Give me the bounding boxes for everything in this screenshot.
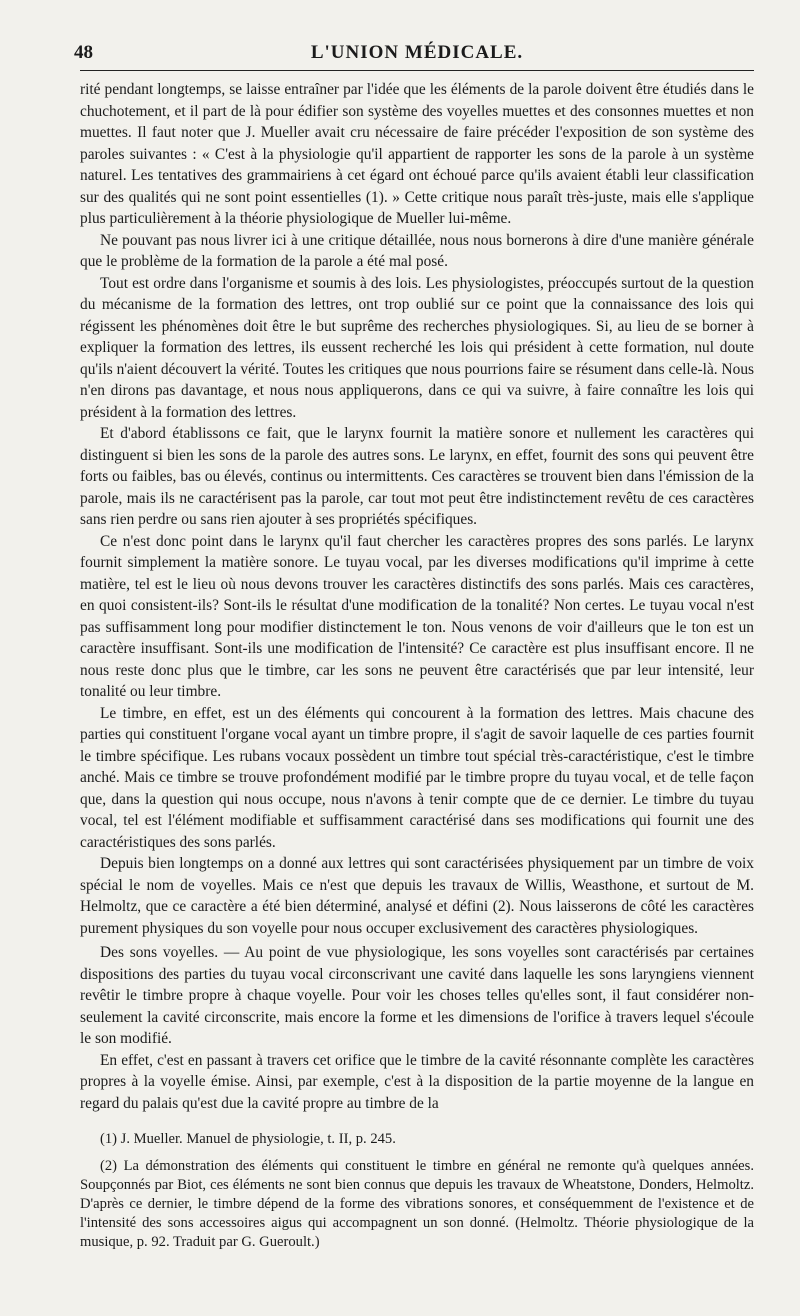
- paragraph: Ne pouvant pas nous livrer ici à une critique détaillée, nous nous bornerons à dire d'une manière générale que le problème de la formation de la parole a été mal posé.: [80, 231, 754, 270]
- footnote: (1) J. Mueller. Manuel de physiologie, t. II, p. 245.: [100, 1131, 396, 1147]
- body-text: [80, 79, 754, 1114]
- footnote: (2) La démonstration des éléments qui constituent le timbre en général ne remonte qu'à quelques années. Soupçonnés par Biot, ces éléments ne sont bien connus que depuis les travaux de Wheatstone, Donders, Helmoltz. D'après ce dernier, le timbre dépend de la forme des vibrations sonores, et conséquemment de l'existence et de l'intensité des sons accessoires aigus qui accompagnent un son donné. (Helmoltz. Théorie physiologique de la musique, p. 92. Traduit par G. Gueroult.): [80, 1158, 754, 1250]
- paragraph: Tout est ordre dans l'organisme et soumis à des lois. Les physiologistes, préoccupés surtout de la question du mécanisme de la formation des lettres, ont trop oublié sur ce point que la connaissance des lois qui régissent les phénomènes doit être le but suprême des recherches physiologiques. Si, au lieu de se borner à expliquer la formation des lettres, ils eussent recherché les lois qui président à cette formation, nul doute qu'ils n'aient découvert la vérité. Toutes les critiques que nous pourrions faire se résument dans celle-là. Nous n'en dirons pas davantage, et nous nous appliquerons, dans ce qui va suivre, à faire connaître les lois qui président à la formation des lettres.: [80, 274, 754, 421]
- paragraph: rité pendant longtemps, se laisse entraîner par l'idée que les éléments de la parole doivent être étudiés dans le chuchotement, et il part de là pour édifier son système des voyelles muettes et des consonnes muettes et non muettes. Il faut noter que J. Mueller avait cru nécessaire de faire précéder l'exposition de son système des paroles suivantes : « C'est à la physiologie qu'il appartient de rapporter les sons de la parole à un système naturel. Les tentatives des grammairiens à cet égard ont échoué parce qu'ils avaient établi leur classification sur des qualités qui ne sont point essentielles (1). » Cette critique nous paraît très-juste, mais elle s'applique plus particulièrement à la théorie physiologique de Mueller lui-même.: [80, 81, 754, 227]
- paragraph: Et d'abord établissons ce fait, que le larynx fournit la matière sonore et nullement les caractères qui distinguent si bien les sons de la parole des autres sons. Le larynx, en effet, fournit des sons qui peuvent être forts ou faibles, bas ou élevés, continus ou intermittents. Ces caractères se trouvent bien dans l'émission de la parole, mais ils ne caractérisent pas la parole, car tout mot peut être indistinctement revêtu de ces caractères sans rien perdre ou sans rien ajouter à ses propriétés spécifiques.: [80, 425, 754, 528]
- section-paragraph: Des sons voyelles. — Au point de vue physiologique, les sons voyelles sont caractérisés par certaines dispositions des parties du tuyau vocal circonscrivant une cavité dans laquelle les sons laryngiens viennent revêtir le timbre propre à chaque voyelle. Pour voir les choses telles qu'elles sont, il faut considérer non-seulement la cavité circonscrite, mais encore la forme et les dimensions de l'orifice à travers lequel s'écoule le son modifié.: [80, 944, 754, 1047]
- footnotes: [80, 1130, 754, 1252]
- paragraph: Depuis bien longtemps on a donné aux lettres qui sont caractérisées physiquement par un timbre de voix spécial le nom de voyelles. Mais ce n'est que depuis les travaux de Willis, Weasthone, et surtout de M. Helmoltz, que ce caractère a été bien déterminé, analysé et défini (2). Nous laisserons de côté les caractères purement physiques du son voyelle pour nous occuper exclusivement des caractères physiologiques.: [80, 855, 754, 937]
- paragraph: Le timbre, en effet, est un des éléments qui concourent à la formation des lettres. Mais chacune des parties qui constituent l'organe vocal ayant un timbre propre, il s'agit de savoir laquelle de ces parties fournit le timbre spécifique. Les rubans vocaux possèdent un timbre tout spécial très-caractéristique, c'est le timbre anché. Mais ce timbre se trouve profondément modifié par le timbre propre du tuyau vocal, et de telle façon que, dans la question qui nous occupe, nous n'avons à tenir compte que de ce dernier. Le timbre du tuyau vocal, tel est l'élément modifiable et suffisamment caractérisé dans ses modifications qui fournit une des caractéristiques des sons parlés.: [80, 704, 754, 851]
- page-number: 48: [74, 42, 93, 63]
- page-header: [74, 34, 754, 71]
- running-head: L'UNION MÉDICALE.: [310, 42, 524, 63]
- paragraph: En effet, c'est en passant à travers cet orifice que le timbre de la cavité résonnante complète les caractères propres à la voyelle émise. Ainsi, par exemple, c'est à la disposition de la partie moyenne de la langue en regard du palais qu'est due la cavité propre au timbre de la: [80, 1051, 754, 1112]
- paragraph: Ce n'est donc point dans le larynx qu'il faut chercher les caractères propres des sons parlés. Le larynx fournit simplement la matière sonore. Le tuyau vocal, par les diverses modifications qu'il imprime à cette matière, tel est le lieu où nous devons trouver les caractères distinctifs des sons parlés. Mais ces caractères, en quoi consistent-ils? Sont-ils le résultat d'une modification de la tonalité? Non certes. Le tuyau vocal n'est pas suffisamment long pour modifier distinctement le ton. Nous venons de voir d'ailleurs que le ton est un caractère insuffisant. Sont-ils une modification de l'intensité? Ce caractère est plus insuffisant encore. Il ne nous reste donc plus que le timbre, car les sons ne peuvent être caractérisés que par leur intensité, leur tonalité ou leur timbre.: [80, 532, 754, 700]
